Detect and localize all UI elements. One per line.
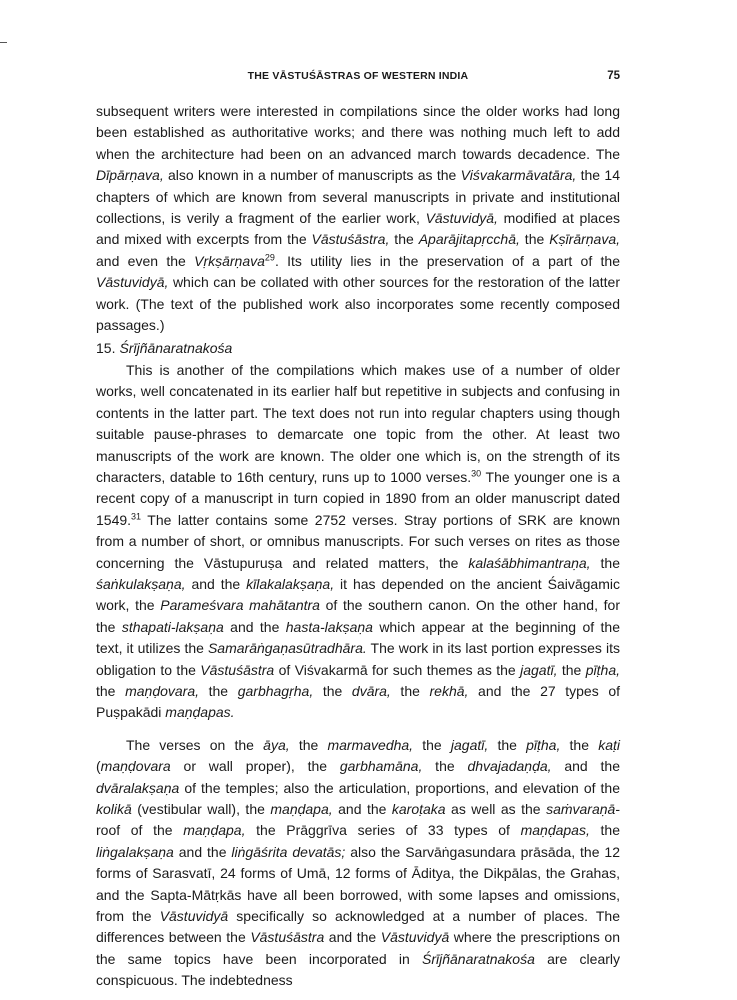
italic-term: āya, [263,736,290,753]
text-span: the 14 chapters of which are known from several manuscripts in private and institutional collections, is verily a fragment of the earlier work, [96,167,620,227]
italic-term: garbhamāna, [339,758,423,775]
text-span: the [199,682,238,699]
text-span: which appear at the beginning of the text, it utilizes the [96,618,620,657]
italic-term: maṇḍapa, [183,822,246,839]
text-span: The younger one is a recent copy of a manuscript in turn copied in 1890 from an older manuscript dated 1549. [96,468,620,528]
italic-term: maṇḍovara, [125,682,200,699]
running-title: THE VĀSTUŚĀSTRAS OF WESTERN INDIA [247,70,469,82]
italic-term: Vāstuvidyā [159,908,229,925]
footnote-ref-29: 29 [264,252,275,263]
italic-term: jagatī, [450,736,489,753]
italic-term: kīlakalakṣaṇa, [246,575,335,592]
italic-term: hasta-lakṣaṇa [285,618,373,635]
text-span: (vestibular wall), the [131,801,271,817]
italic-term: dvāralakṣaṇa [96,779,180,796]
italic-term: dvāra, [351,682,391,699]
italic-term: rekhā, [429,682,469,699]
text-span: the [519,231,550,248]
text-span: as well as the [445,801,547,817]
text-span: the [557,661,586,678]
text-span: the [313,682,352,699]
italic-term: Dīpārṇava, [96,167,164,184]
italic-term: maṇḍapas. [165,704,235,721]
text-span: and the [324,929,381,946]
paragraph-2 [96,360,620,724]
text-span: specifically so acknowledged at a number of places. The differences between the [96,908,620,946]
section-heading-15 [96,338,620,359]
text-span: the [560,736,599,753]
text-span: The work in its last portion expresses its obligation to the [96,640,620,678]
italic-term: kalaśābhimantraṇa, [468,554,591,571]
italic-term: Vṛkṣārṇava [194,252,265,269]
italic-term: Aparājitapṛcchā, [418,231,520,248]
italic-term: Vāstuvidyā, [96,274,169,291]
text-span: also known in a number of manuscripts as the [163,167,461,184]
text-span: the [589,822,620,839]
text-span: subsequent writers were interested in compilations since the older works had long been established as authoritative works; and there was nothing much left to add when the architecture had been on an advanced march towards decadence. The [96,103,620,162]
text-span: and the [332,801,392,817]
text-span: . Its utility lies in the preservation of a part of the [274,252,620,269]
text-span: modified at places and mixed with excerpts from the [96,210,620,248]
text-span: the [488,736,527,753]
margin-mark [0,42,7,43]
text-span: of the southern canon. On the other hand, for the [96,597,620,635]
text-span: the [422,758,468,775]
italic-term: maṇḍapas, [520,822,590,839]
text-span: the [96,682,126,699]
text-span: of Viśvakarmā for such themes as the [274,661,521,678]
italic-term: Vāstuśāstra [250,929,325,946]
italic-term: jagatī, [520,661,558,678]
text-span: the [590,554,620,571]
text-span: where the prescriptions on the same topics have been incorporated in [96,929,620,967]
italic-term: maṇḍapa, [270,801,333,817]
text-span: of the temples; also the articulation, proportions, and elevation of the [179,779,620,796]
italic-term: saṁvaraṇā [546,801,616,817]
italic-term: kaṭi [598,736,620,753]
running-head [96,70,620,90]
text-span: and the [173,843,232,860]
italic-term: dhvajadaṇḍa, [467,758,552,775]
italic-term: maṇḍovara [100,758,171,775]
text-span: ( [96,758,101,775]
footnote-ref-31: 31 [131,511,142,522]
footnote-ref-30: 30 [471,468,482,479]
text-span: and the [223,618,286,635]
text-span: and the [185,575,247,592]
text-span: it has depended on the ancient Śaivāgamic work, the [96,575,620,614]
text-span: the [413,736,451,753]
paragraph-1 [96,101,620,336]
italic-term: Viśvakarmāvatāra, [460,167,577,184]
text-span: or wall proper), the [170,758,340,775]
text-span: This is another of the compilations which makes use of a number of older works, well concatenated in its earlier half but repetitive in subjects and confusing in contents in the latter part. The text does not run into regular chapters using though suitable pause-phrases to demarcate one topic from the other. At least two manuscripts of the work are known. The older one which is, on the strength of its characters, datable to 16th century, runs up to 1000 verses. [96,361,620,485]
text-span: which can be collated with other sources for the restoration of the latter work. (The text of the published work also incorporates some recently composed passages.) [96,274,620,334]
italic-term: marmavedha, [327,736,414,753]
text-span: the [390,682,430,699]
italic-term: Samarāṅgaṇasūtradhāra. [207,640,367,657]
italic-term: Vāstuvidyā, [425,210,498,227]
italic-term: kolikā [96,801,132,817]
italic-term: śaṅkulakṣaṇa, [96,575,186,592]
text-span: the [289,736,328,753]
text-span: The latter contains some 2752 verses. Stray portions of SRK are known from a number of short, or omnibus manuscripts. For such verses on rites as those concerning the Vāstupuruṣa and related matters, the [96,511,620,571]
italic-term: Śrījñānaratnakośa [422,950,535,967]
italic-term: liṅgalakṣaṇa [96,843,174,860]
text-span: the Prāggrīva series of 33 types of [245,822,521,839]
body-text [96,101,620,992]
italic-term: garbhagṛha, [237,682,314,699]
section-number: 15. [96,340,116,357]
italic-term: Vāstuvidyā [380,929,450,946]
text-span: The verses on the [126,736,264,753]
text-span: and the [551,758,620,775]
text-span: the [389,231,419,248]
italic-term: Parameśvara mahātantra [160,597,320,614]
text-span: and the 27 types of Puṣpakādi [96,682,621,721]
paragraph-3 [96,735,620,992]
page-number: 75 [607,70,620,82]
italic-term: Vāstuśāstra, [311,231,390,248]
italic-term: Kṣīrārṇava, [549,231,621,248]
text-span: -roof of the [96,801,620,839]
text-span: are clearly conspicuous. The indebtedness [96,950,620,989]
italic-term: liṅgāśrita devatās; [231,843,346,860]
italic-term: sthapati-lakṣaṇa [121,618,224,635]
section-title: Śrījñānaratnakośa [119,340,233,357]
text-span: and even the [96,252,195,269]
italic-term: karoṭaka [391,801,446,817]
italic-term: pīṭha, [526,736,561,753]
italic-term: pīṭha, [585,661,620,678]
text-span: also the Sarvāṅgasundara prāsāda, the 12 forms of Sarasvatī, 24 forms of Umā, 12 forms of Āditya, the Dikpālas, the Grahas, and the Sapta-Mātṛkās have all been borrowed, with some lapses and omissions, from the [96,843,620,925]
italic-term: Vāstuśāstra [200,661,275,678]
